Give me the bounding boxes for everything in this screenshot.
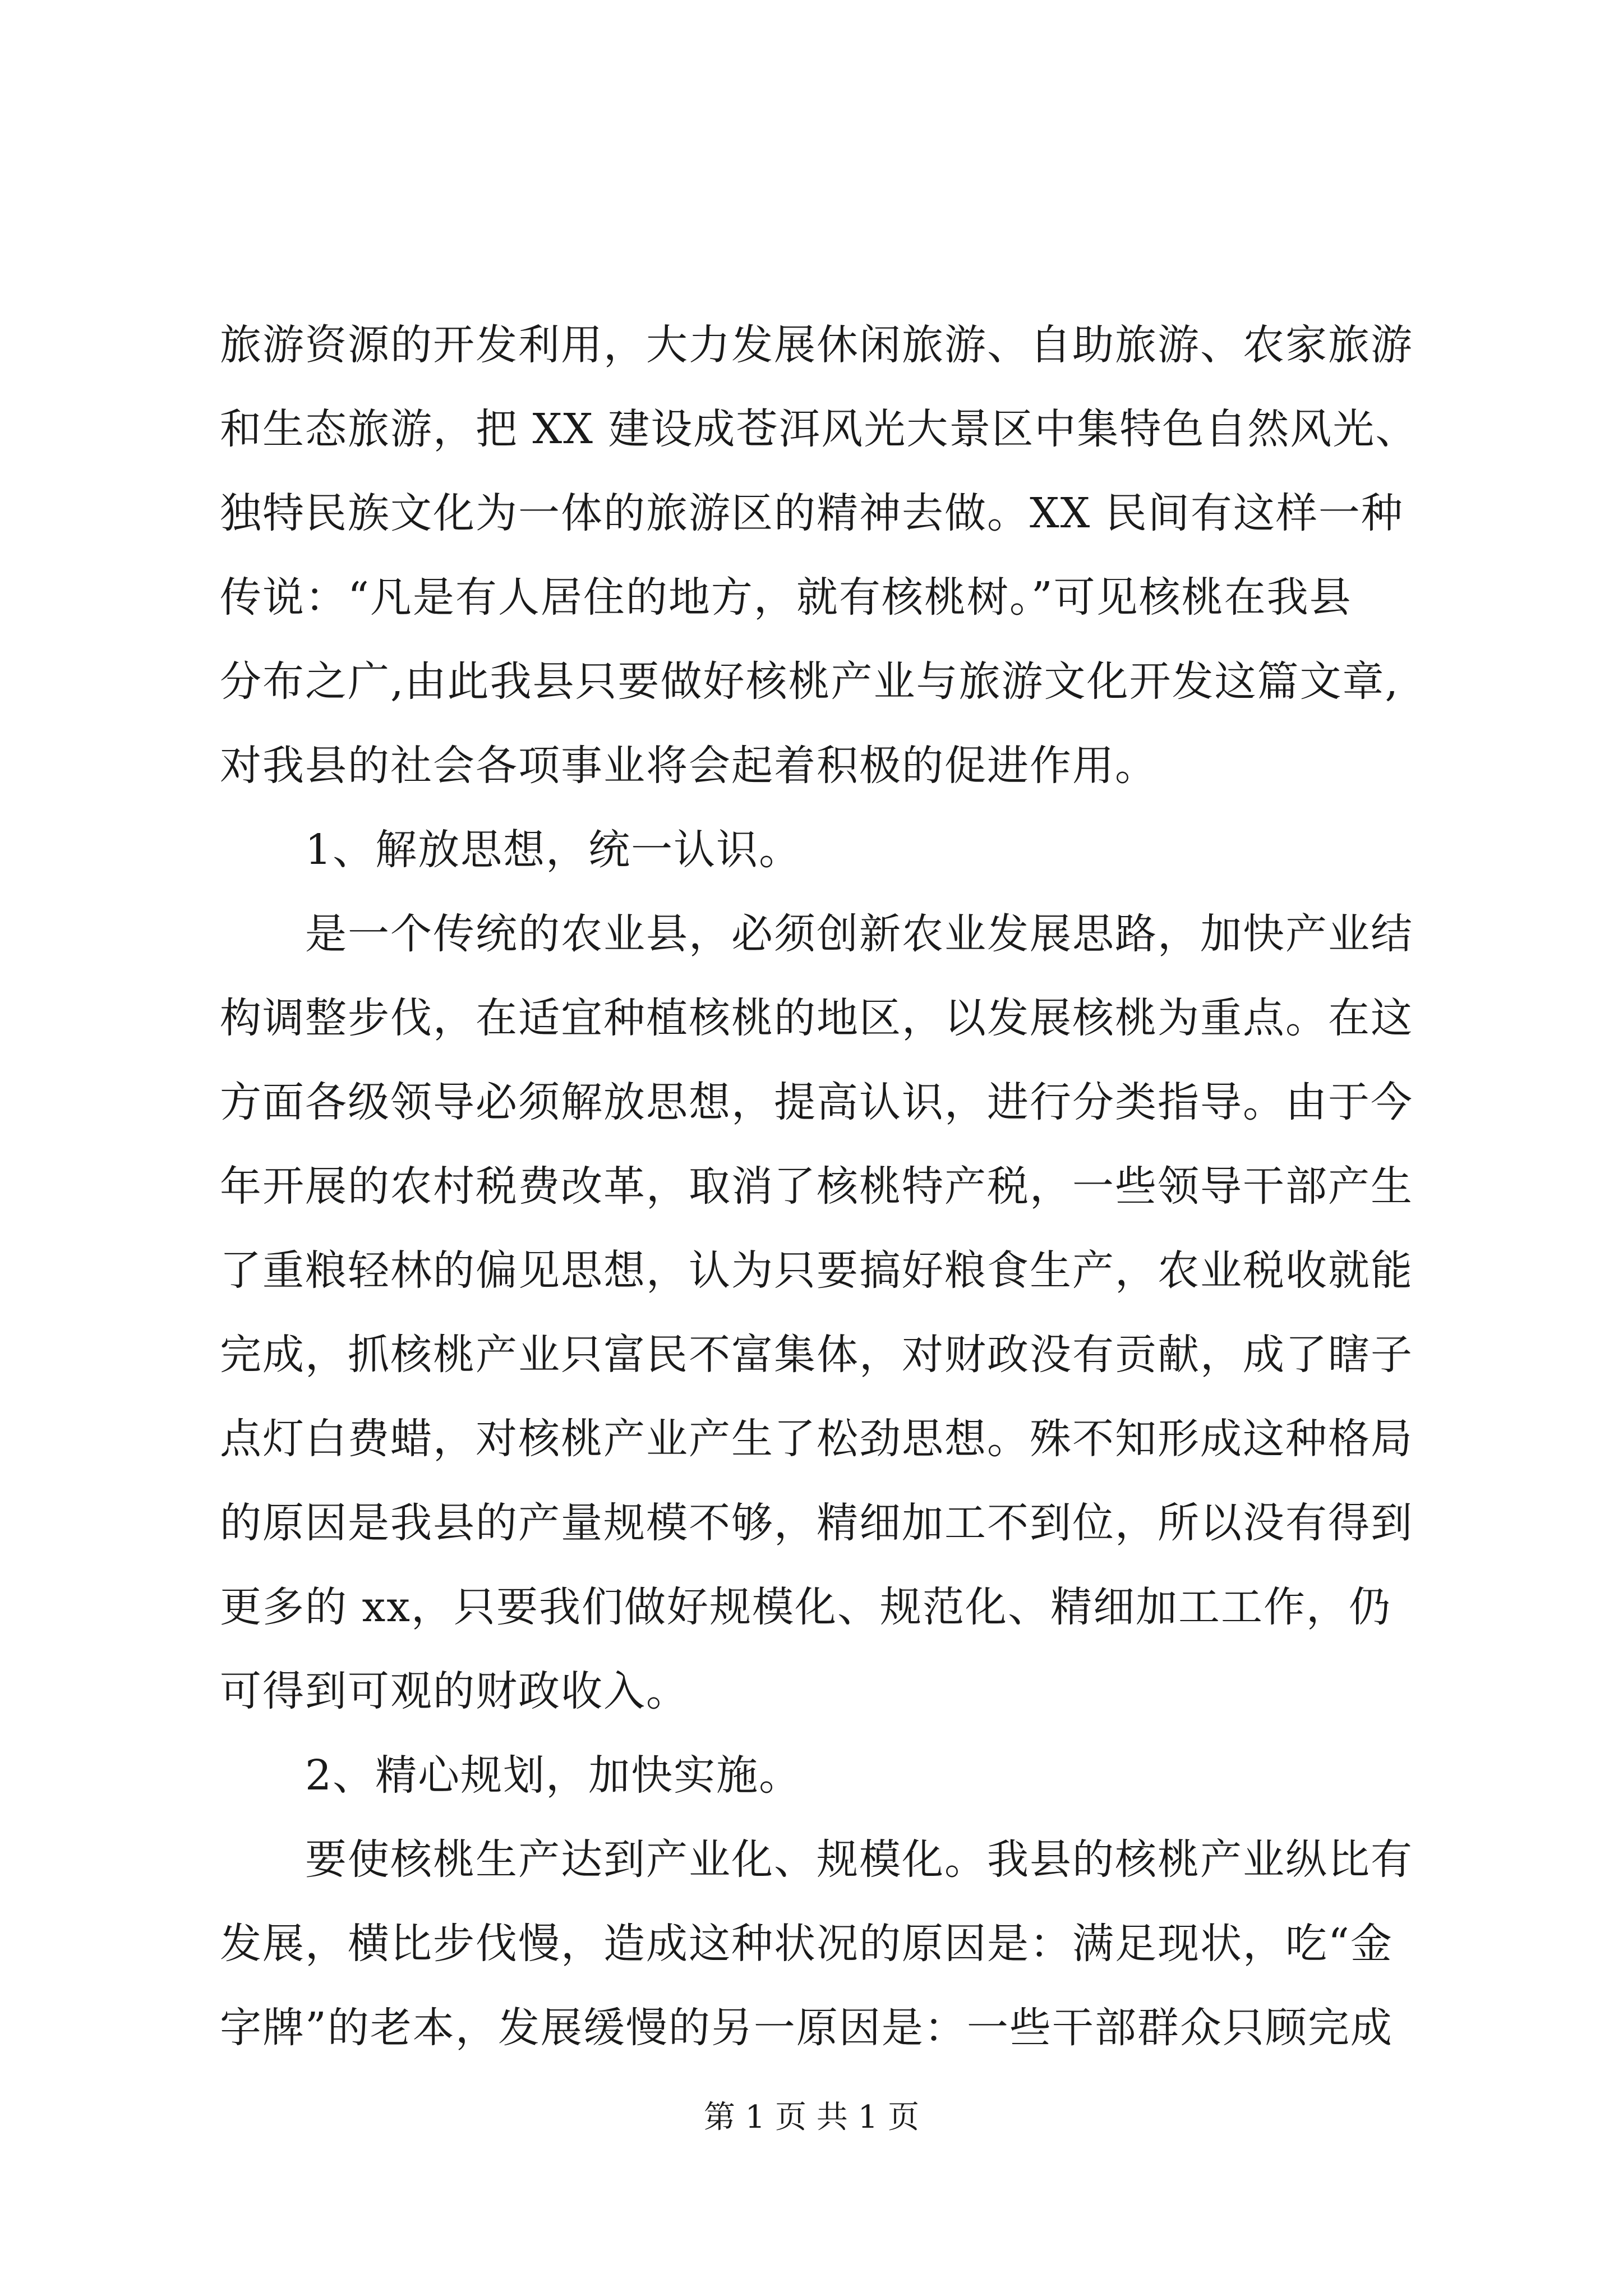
text-line: 旅游资源的开发利用，大力发展休闲旅游、自助旅游、农家旅游 — [220, 321, 1413, 369]
text-line: 分布之广,由此我县只要做好核桃产业与旅游文化开发这篇文章, — [220, 657, 1400, 706]
text-line: 点灯白费蜡，对核桃产业产生了松劲思想。殊不知形成这种格局 — [220, 1415, 1413, 1463]
section-heading: 1、解放思想，统一认识。 — [305, 826, 802, 874]
text-line: 可得到可观的财政收入。 — [220, 1667, 689, 1715]
text-line: 发展，横比步伐慢，造成这种状况的原因是：满足现状，吃“金 — [220, 1920, 1393, 1968]
text-line: 构调整步伐，在适宜种植核桃的地区，以发展核桃为重点。在这 — [220, 994, 1413, 1042]
text-line: 完成，抓核桃产业只富民不富集体，对财政没有贡献，成了瞎子 — [220, 1331, 1413, 1379]
text-line: 传说：“凡是有人居住的地方，就有核桃树。”可见核桃在我县 — [220, 573, 1352, 622]
text-line: 要使核桃生产达到产业化、规模化。我县的核桃产业纵比有 — [305, 1835, 1413, 1884]
text-line: 年开展的农村税费改革，取消了核桃特产税，一些领导干部产生 — [220, 1162, 1413, 1211]
text-line: 方面各级领导必须解放思想，提高认识，进行分类指导。由于今 — [220, 1078, 1413, 1126]
text-line: 了重粮轻林的偏见思想，认为只要搞好粮食生产，农业税收就能 — [220, 1246, 1413, 1295]
page-footer: 第 1 页 共 1 页 — [703, 2099, 920, 2136]
text-line: 字牌”的老本，发展缓慢的另一原因是：一些干部群众只顾完成 — [220, 2004, 1393, 2052]
document-body — [220, 303, 1426, 2070]
section-heading: 2、精心规划，加快实施。 — [305, 1751, 802, 1800]
text-line: 的原因是我县的产量规模不够，精细加工不到位，所以没有得到 — [220, 1499, 1413, 1547]
text-line: 更多的 xx，只要我们做好规模化、规范化、精细加工工作，仍 — [220, 1583, 1391, 1631]
text-line: 是一个传统的农业县，必须创新农业发展思路，加快产业结 — [305, 910, 1413, 958]
text-line: 和生态旅游，把 XX 建设成苍洱风光大景区中集特色自然风光、 — [220, 405, 1418, 453]
text-line: 独特民族文化为一体的旅游区的精神去做。XX 民间有这样一种 — [220, 489, 1404, 537]
text-line: 对我县的社会各项事业将会起着积极的促进作用。 — [220, 742, 1158, 790]
